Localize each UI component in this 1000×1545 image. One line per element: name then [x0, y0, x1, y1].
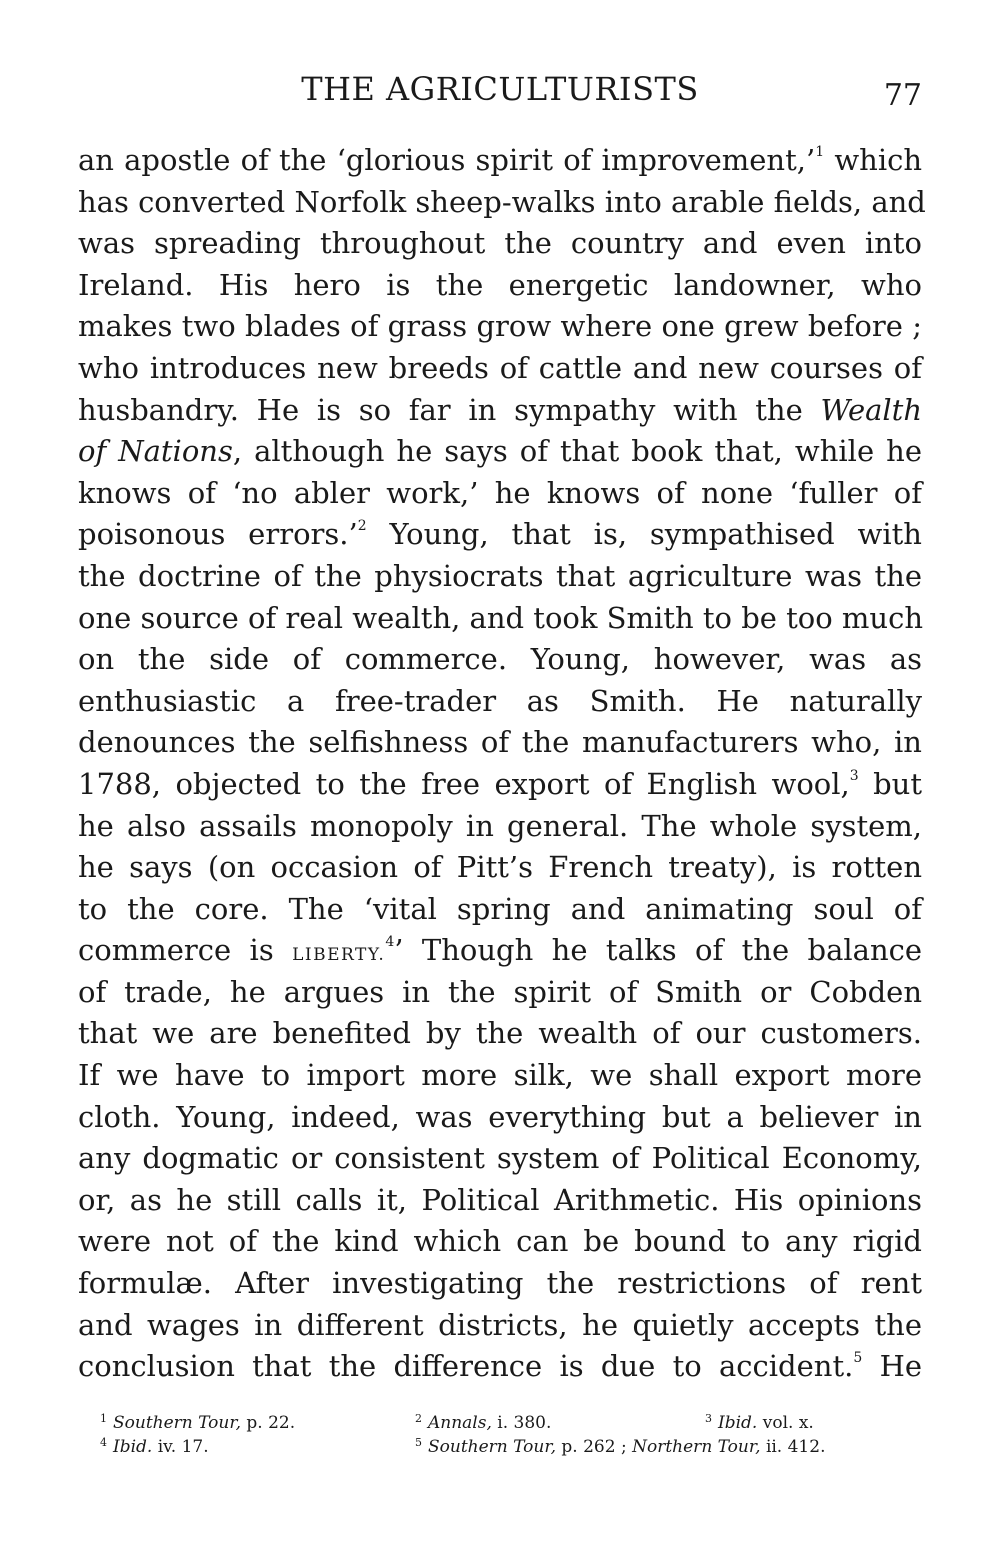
footnote-title: Northern Tour,: [632, 1437, 761, 1457]
footnote-number: 2: [415, 1412, 422, 1425]
footnote-title: Annals,: [428, 1413, 492, 1433]
footnote-title: Ibid.: [718, 1413, 758, 1433]
footnote-ref: 3: [849, 767, 859, 784]
text-line: [78, 390, 922, 432]
text-run: Young, that is, sympathised with: [389, 517, 922, 552]
footnote-3: [705, 1412, 814, 1434]
page-number: 77: [883, 78, 922, 113]
footnote-text: p. 262 ;: [561, 1437, 627, 1457]
text-run: husbandry. He is so far in sympathy with the: [78, 392, 803, 427]
text-line: the doctrine of the physiocrats that agriculture was the: [78, 558, 922, 593]
footnote-text: vol. x.: [762, 1413, 814, 1433]
book-title: Wealth: [820, 392, 923, 427]
text-line: he says (on occasion of Pitt’s French treaty), is rotten: [78, 850, 922, 885]
text-line: [78, 431, 922, 473]
text-run: ’: [394, 933, 404, 968]
text-line: has converted Norfolk sheep-walks into arable fields, and: [78, 184, 926, 219]
book-title: of Nations: [78, 434, 233, 469]
text-line: any dogmatic or consistent system of Political Economy,: [78, 1141, 922, 1176]
text-run: , although he says of that book that, while he: [232, 434, 922, 469]
footnote-title: Southern Tour,: [428, 1437, 557, 1457]
footnote-text: i. 380.: [497, 1413, 552, 1433]
text-run: an apostle of the ‘glorious spirit of improvement,’: [78, 143, 816, 177]
text-line: cloth. Young, indeed, was everything but a believer in: [78, 1099, 922, 1134]
footnote-ref: 4: [385, 934, 395, 951]
footnotes: [100, 1412, 922, 1460]
footnote-1: [100, 1412, 295, 1434]
running-header: [78, 70, 922, 113]
text-line: makes two blades of grass grow where one grew before ;: [78, 309, 922, 344]
text-run: He: [879, 1349, 923, 1384]
text-line: one source of real wealth, and took Smith to be too much: [78, 600, 924, 635]
text-line: or, as he still calls it, Political Arithmetic. His opinions: [78, 1182, 922, 1217]
body-text: [78, 140, 926, 1388]
text-line: of trade, he argues in the spirit of Smith or Cobden: [78, 974, 922, 1009]
text-run: which: [834, 143, 923, 177]
footnote-text: ii. 412.: [765, 1437, 826, 1457]
text-line: he also assails monopoly in general. The whole system,: [78, 808, 922, 843]
text-run: 1788, objected to the free export of English wool,: [78, 766, 850, 801]
text-line: and wages in different districts, he quietly accepts the: [78, 1307, 922, 1342]
text-run: poisonous errors.’: [78, 517, 358, 552]
footnote-title: Southern Tour,: [113, 1413, 242, 1433]
text-line: knows of ‘no abler work,’ he knows of none ‘fuller of: [78, 475, 922, 510]
footnote-2: [415, 1412, 551, 1434]
text-line: [78, 930, 922, 972]
footnote-5: [415, 1436, 825, 1458]
text-line: that we are benefited by the wealth of our customers.: [78, 1016, 922, 1051]
footnote-text: p. 22.: [246, 1413, 296, 1433]
text-line: enthusiastic a free-trader as Smith. He naturally: [78, 683, 922, 718]
footnote-number: 1: [100, 1412, 107, 1425]
footnote-ref: 1: [815, 144, 825, 160]
footnote-text: iv. 17.: [157, 1437, 209, 1457]
footnote-row: [100, 1412, 922, 1436]
text-line: Ireland. His hero is the energetic landowner, who: [78, 267, 922, 302]
text-line: was spreading throughout the country and even into: [78, 226, 922, 261]
text-run: commerce is: [78, 933, 274, 968]
text-run: conclusion that the difference is due to accident.: [78, 1349, 854, 1384]
emphasis-smallcaps: LIBERTY.: [292, 945, 386, 966]
footnote-number: 3: [705, 1412, 712, 1425]
text-line: who introduces new breeds of cattle and new courses of: [78, 350, 922, 385]
footnote-number: 5: [415, 1436, 422, 1449]
text-line: [78, 764, 922, 806]
footnote-number: 4: [100, 1436, 107, 1449]
text-line: [78, 514, 922, 556]
running-title: THE AGRICULTURISTS: [301, 70, 699, 108]
footnote-row: [100, 1436, 922, 1460]
footnote-ref: 2: [357, 518, 367, 535]
text-line: were not of the kind which can be bound to any rigid: [78, 1224, 922, 1259]
text-line: [78, 140, 922, 182]
text-line: If we have to import more silk, we shall export more: [78, 1058, 922, 1093]
text-run: but: [873, 766, 923, 801]
footnote-title: Ibid.: [113, 1437, 153, 1457]
text-run: Though he talks of the balance: [421, 933, 923, 968]
footnote-ref: 5: [853, 1350, 863, 1367]
footnote-4: [100, 1436, 209, 1458]
text-line: to the core. The ‘vital spring and animating soul of: [78, 891, 922, 926]
text-line: [78, 1346, 922, 1388]
text-line: formulæ. After investigating the restrictions of rent: [78, 1266, 922, 1301]
text-line: denounces the selfishness of the manufacturers who, in: [78, 725, 922, 760]
text-line: on the side of commerce. Young, however, was as: [78, 642, 922, 677]
